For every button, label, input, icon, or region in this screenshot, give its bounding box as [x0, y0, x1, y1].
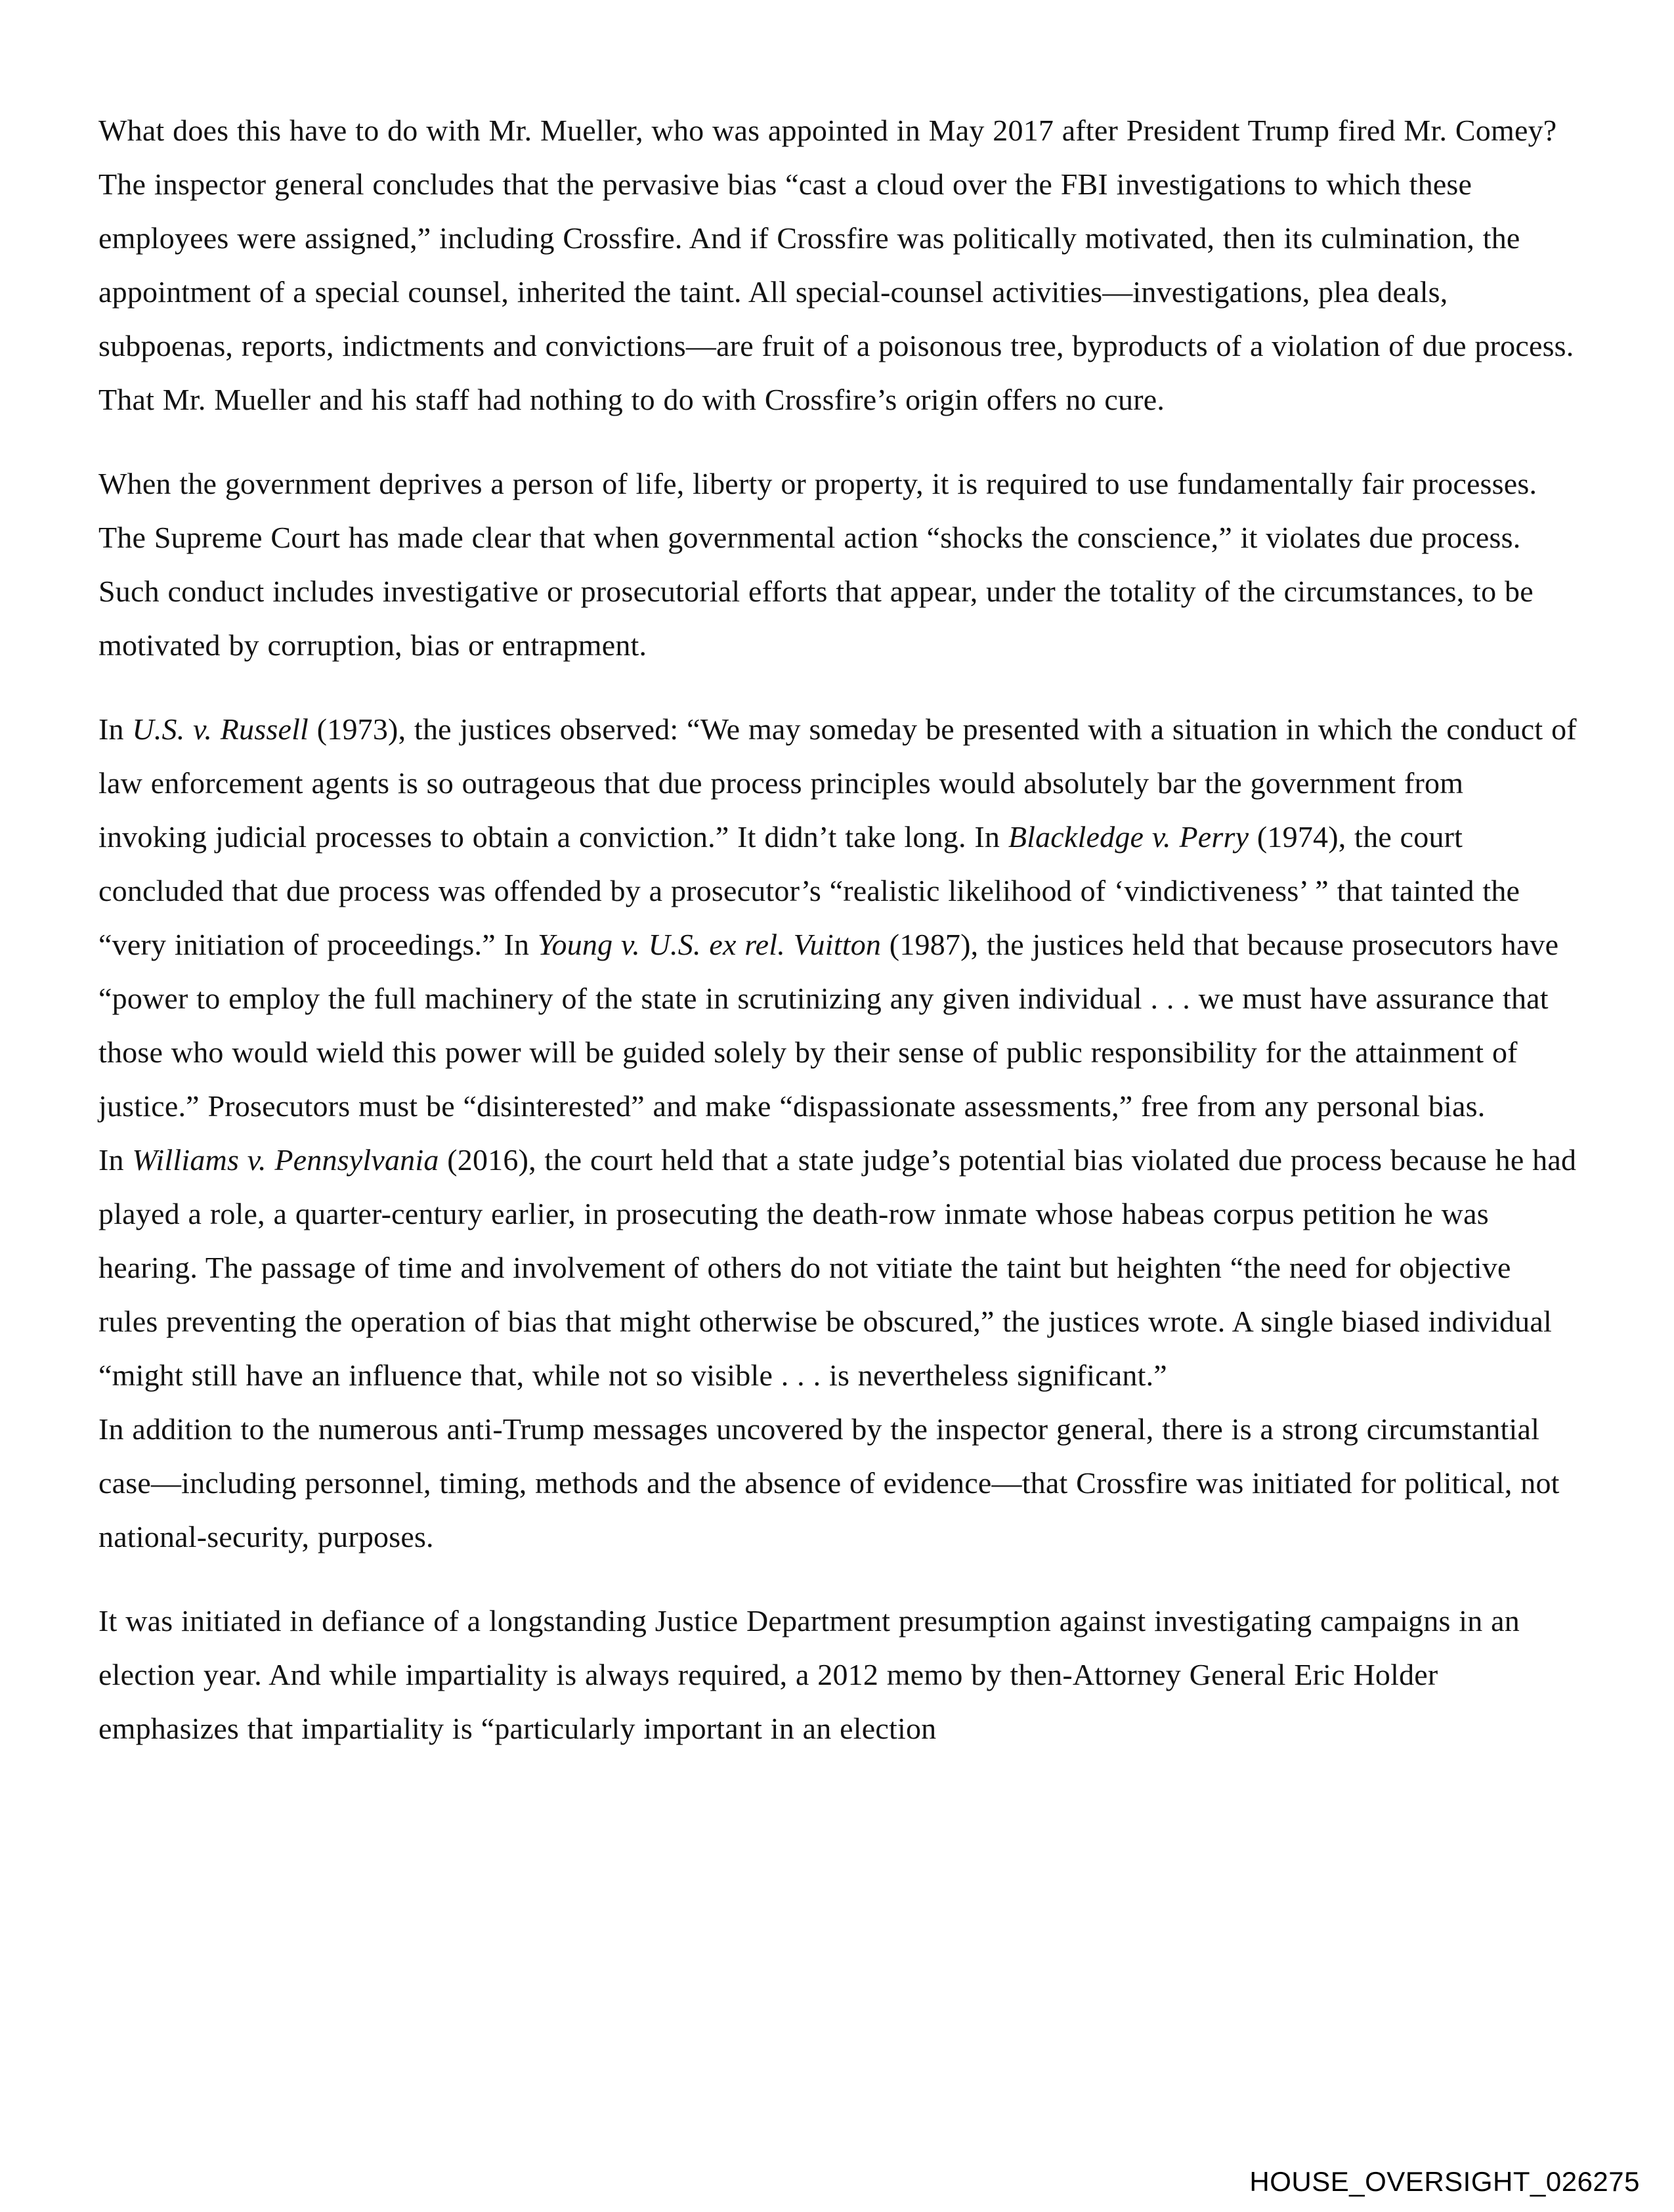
text-run: When the government deprives a person of life, liberty or property, it is required to use fundamentally fair processes. The Supreme Court has made clear that when governmental action “shocks the conscience,” it violates due process. Such conduct includes investigative or prosecutorial efforts that appear, under the totality of the circumstances, to be motivated by corruption, bias or entrapment.	[98, 467, 1537, 662]
bates-number: HOUSE_OVERSIGHT_026275	[1249, 2166, 1640, 2197]
document-body	[98, 104, 1577, 1756]
paragraph	[98, 457, 1577, 672]
text-run: (1973), the justices observed: “We may someday be presented with a situation in which the conduct of law enforcement agents is so outrageous that due process principles would absolutely bar the government from invoking judicial processes to obtain a conviction.” It didn’t take long. In	[98, 712, 1577, 854]
text-run: It was initiated in defiance of a longstanding Justice Department presumption against investigating campaigns in an election year. And while impartiality is always required, a 2012 memo by then-Attorney General Eric Holder emphasizes that impartiality is “particularly important in an election	[98, 1604, 1520, 1745]
text-run: In	[98, 712, 133, 746]
paragraph	[98, 703, 1577, 1133]
case-citation: Blackledge v. Perry	[1008, 820, 1249, 854]
paragraph	[98, 104, 1577, 427]
text-run: In	[98, 1143, 133, 1177]
paragraph	[98, 1594, 1577, 1756]
paragraph	[98, 1402, 1577, 1564]
text-run: What does this have to do with Mr. Mueller, who was appointed in May 2017 after President Trump fired Mr. Comey? The inspector general concludes that the pervasive bias “cast a cloud over the FBI investigations to which these employees were assigned,” including Crossfire. And if Crossfire was politically motivated, then its culmination, the appointment of a special counsel, inherited the taint. All special-counsel activities—investigations, plea deals, subpoenas, reports, indictments and convictions—are fruit of a poisonous tree, byproducts of a violation of due process. That Mr. Mueller and his staff had nothing to do with Crossfire’s origin offers no cure.	[98, 114, 1574, 416]
text-run: In addition to the numerous anti-Trump messages uncovered by the inspector general, there is a strong circumstantial case—including personnel, timing, methods and the absence of evidence—that Crossfire was initiated for political, not national-security, purposes.	[98, 1412, 1560, 1553]
case-citation: U.S. v. Russell	[132, 712, 309, 746]
text-run: (2016), the court held that a state judge’s potential bias violated due process because he had played a role, a quarter-century earlier, in prosecuting the death-row inmate whose habeas corpus petition he was hearing. The passage of time and involvement of others do not vitiate the taint but heighten “the need for objective rules preventing the operation of bias that might otherwise be obscured,” the justices wrote. A single biased individual “might still have an influence that, while not so visible . . . is nevertheless significant.”	[98, 1143, 1577, 1392]
case-citation: Young v. U.S. ex rel. Vuitton	[537, 928, 882, 961]
text-run: (1987), the justices held that because prosecutors have “power to employ the full machinery of the state in scrutinizing any given individual . . . we must have assurance that those who would wield this power will be guided solely by their sense of public responsibility for the attainment of justice.” Prosecutors must be “disinterested” and make “dispassionate assessments,” free from any personal bias.	[98, 928, 1559, 1123]
paragraph	[98, 1133, 1577, 1402]
case-citation: Williams v. Pennsylvania	[132, 1143, 439, 1177]
text-run: (1974), the court concluded that due process was offended by a prosecutor’s “realistic likelihood of ‘vindictiveness’ ” that tainted the “very initiation of proceedings.” In	[98, 820, 1520, 961]
